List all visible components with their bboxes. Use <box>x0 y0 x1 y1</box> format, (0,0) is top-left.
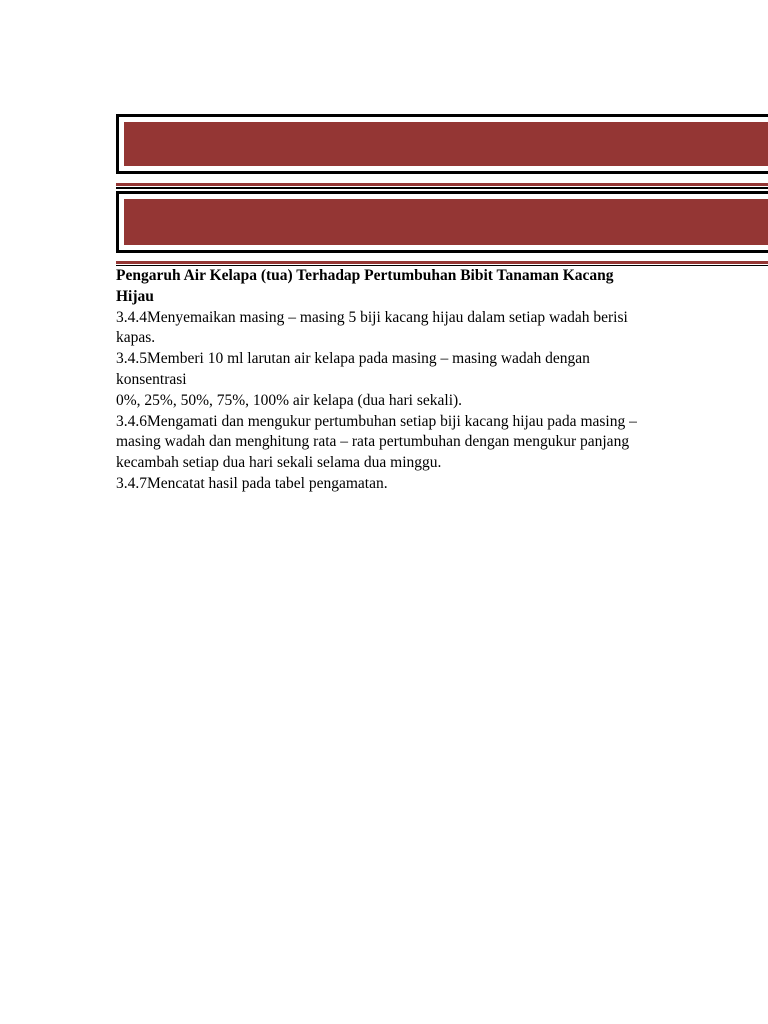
document-heading: Pengaruh Air Kelapa (tua) Terhadap Pertumbuhan Bibit Tanaman Kacang Hijau <box>116 267 614 305</box>
step-3-4-7: 3.4.7Mencatat hasil pada tabel pengamatan. <box>116 474 388 492</box>
step-3-4-6-continued: masing wadah dan menghitung rata – rata pertumbuhan dengan mengukur panjang <box>116 433 630 451</box>
divider-rule-top-thin <box>116 187 768 189</box>
step-3-4-5-concentrations: 0%, 25%, 50%, 75%, 100% air kelapa (dua hari sekali). <box>116 391 463 409</box>
step-3-4-6: 3.4.6Mengamati dan mengukur pertumbuhan setiap biji kacang hijau pada masing – <box>116 412 637 430</box>
step-3-4-5: 3.4.5Memberi 10 ml larutan air kelapa pada masing – masing wadah dengan konsentrasi <box>116 350 590 388</box>
header-banner-bottom <box>116 191 768 253</box>
header-banner-top <box>116 114 768 174</box>
divider-rule-top-thick <box>116 183 768 186</box>
divider-rule-bottom-thick <box>116 261 768 264</box>
step-3-4-4: 3.4.4Menyemaikan masing – masing 5 biji kacang hijau dalam setiap wadah berisi kapas. <box>116 308 628 347</box>
header-banner-top-fill <box>124 122 768 166</box>
document-body <box>116 266 646 495</box>
step-3-4-6-end: kecambah setiap dua hari sekali selama dua minggu. <box>116 454 442 472</box>
header-banner-bottom-fill <box>124 199 768 245</box>
